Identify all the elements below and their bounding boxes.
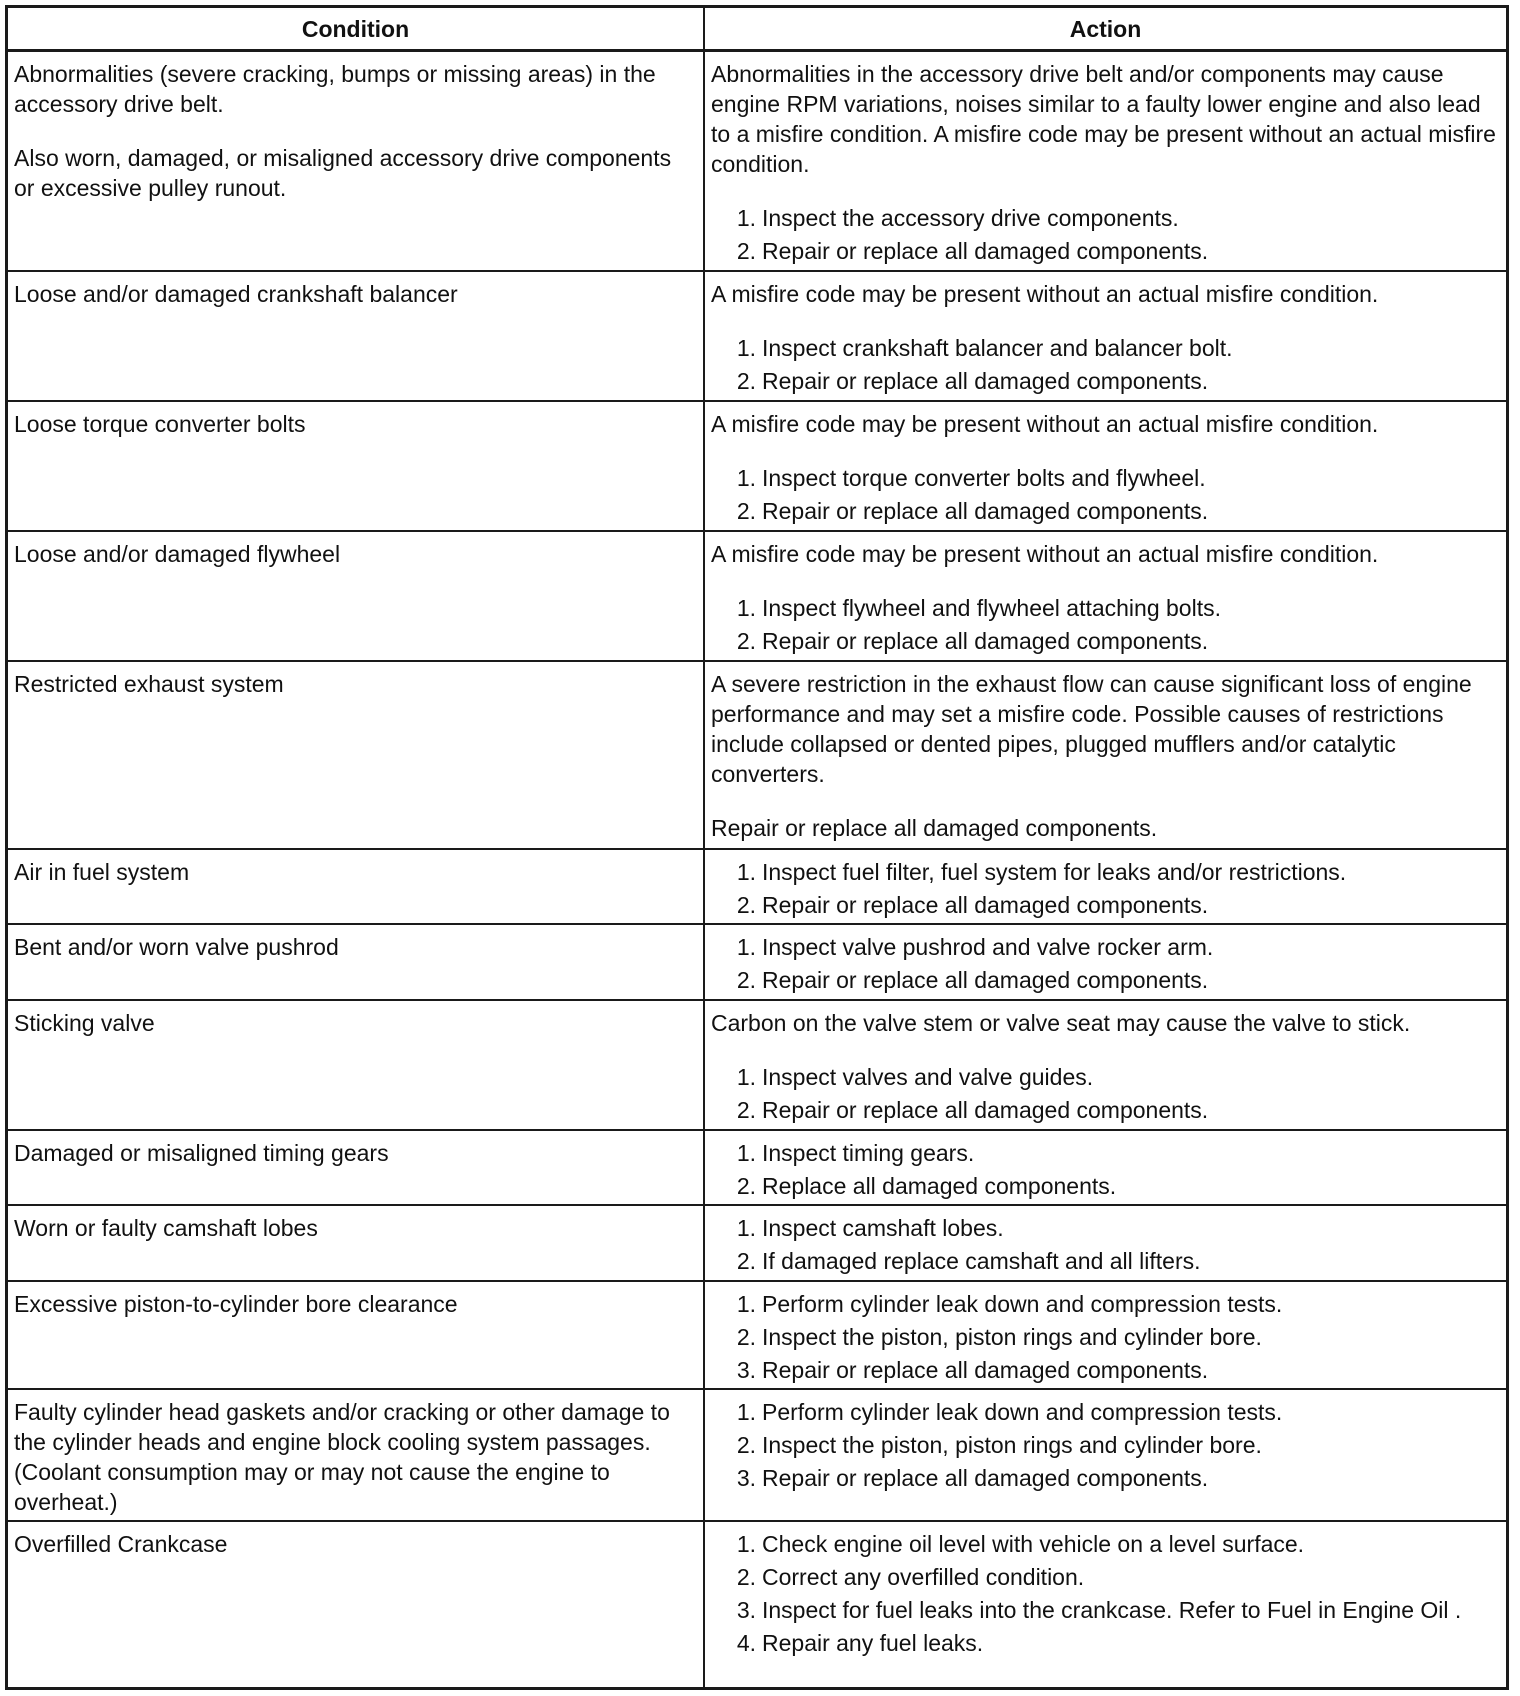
action-steps-list xyxy=(711,1397,1500,1493)
action-step xyxy=(711,857,1500,887)
step-number: 3. xyxy=(736,1357,756,1383)
action-step xyxy=(711,1595,1500,1625)
step-text: Repair any fuel leaks. xyxy=(762,1630,984,1656)
step-text: Repair or replace all damaged components. xyxy=(762,368,1209,394)
action-step xyxy=(711,333,1500,363)
step-text: Repair or replace all damaged components. xyxy=(762,238,1209,264)
action-step xyxy=(711,1062,1500,1092)
condition-cell xyxy=(8,402,705,532)
action-steps-list xyxy=(711,1213,1500,1276)
action-cell xyxy=(705,1282,1506,1390)
step-number: 2. xyxy=(736,1324,756,1350)
action-step xyxy=(711,1529,1500,1559)
condition-cell xyxy=(8,1390,705,1522)
condition-cell xyxy=(8,925,705,1001)
step-text: If damaged replace camshaft and all lifters. xyxy=(762,1248,1201,1274)
action-step xyxy=(711,1322,1500,1352)
step-number: 2. xyxy=(736,628,756,654)
step-text: Inspect valve pushrod and valve rocker arm. xyxy=(762,934,1214,960)
action-cell xyxy=(705,1522,1506,1687)
action-steps-list xyxy=(711,1529,1500,1658)
action-steps-list xyxy=(711,463,1500,526)
condition-text: Bent and/or worn valve pushrod xyxy=(14,934,339,960)
step-text: Inspect timing gears. xyxy=(762,1140,975,1166)
action-cell xyxy=(705,662,1506,850)
step-number: 1. xyxy=(736,1399,756,1425)
step-number: 3. xyxy=(736,1465,756,1491)
condition-cell xyxy=(8,1206,705,1282)
condition-text: Damaged or misaligned timing gears xyxy=(14,1140,389,1166)
action-cell xyxy=(705,402,1506,532)
action-text: A misfire code may be present without an actual misfire condition. xyxy=(711,281,1379,307)
step-number: 1. xyxy=(736,1140,756,1166)
step-number: 1. xyxy=(736,205,756,231)
action-cell xyxy=(705,272,1506,402)
step-number: 2. xyxy=(736,1248,756,1274)
action-step xyxy=(711,1213,1500,1243)
action-step xyxy=(711,932,1500,962)
step-text: Inspect fuel filter, fuel system for leaks and/or restrictions. xyxy=(762,859,1347,885)
action-cell xyxy=(705,1131,1506,1206)
step-number: 1. xyxy=(736,335,756,361)
action-cell xyxy=(705,532,1506,662)
condition-text: Sticking valve xyxy=(14,1010,155,1036)
step-number: 2. xyxy=(736,368,756,394)
action-steps-list xyxy=(711,593,1500,656)
action-steps-list xyxy=(711,1138,1500,1201)
action-cell xyxy=(705,1206,1506,1282)
action-steps-list xyxy=(711,203,1500,266)
condition-cell xyxy=(8,850,705,925)
step-number: 2. xyxy=(736,238,756,264)
condition-text: Abnormalities (severe cracking, bumps or missing areas) in the accessory drive belt. xyxy=(14,61,656,117)
action-steps-list xyxy=(711,333,1500,396)
action-step xyxy=(711,890,1500,920)
step-text: Repair or replace all damaged components. xyxy=(762,967,1209,993)
action-cell xyxy=(705,1001,1506,1131)
action-text: Carbon on the valve stem or valve seat may cause the valve to stick. xyxy=(711,1010,1411,1036)
step-number: 1. xyxy=(736,465,756,491)
step-number: 2. xyxy=(736,892,756,918)
condition-cell xyxy=(8,662,705,850)
action-text: Abnormalities in the accessory drive belt and/or components may cause engine RPM variations, noises similar to a faulty lower engine and also lead to a misfire condition. A misfire code may be present without an actual misfire condition. xyxy=(711,61,1496,177)
condition-text: Restricted exhaust system xyxy=(14,671,284,697)
action-steps-list xyxy=(711,1062,1500,1125)
condition-text: Overfilled Crankcase xyxy=(14,1531,228,1557)
action-step xyxy=(711,236,1500,266)
step-number: 2. xyxy=(736,1173,756,1199)
action-step xyxy=(711,1289,1500,1319)
condition-cell xyxy=(8,1282,705,1390)
action-cell xyxy=(705,925,1506,1001)
condition-text: Loose torque converter bolts xyxy=(14,411,306,437)
action-step xyxy=(711,463,1500,493)
step-number: 1. xyxy=(736,1291,756,1317)
step-text: Repair or replace all damaged components. xyxy=(762,1465,1209,1491)
step-text: Inspect the piston, piston rings and cylinder bore. xyxy=(762,1324,1262,1350)
step-text: Inspect torque converter bolts and flywheel. xyxy=(762,465,1206,491)
action-text: Repair or replace all damaged components. xyxy=(711,815,1158,841)
action-step xyxy=(711,965,1500,995)
action-step xyxy=(711,1355,1500,1385)
step-number: 1. xyxy=(736,859,756,885)
step-number: 2. xyxy=(736,498,756,524)
step-text: Inspect crankshaft balancer and balancer bolt. xyxy=(762,335,1233,361)
action-step xyxy=(711,1562,1500,1592)
diagnostic-table xyxy=(5,5,1509,1690)
condition-cell xyxy=(8,1131,705,1206)
step-text: Repair or replace all damaged components. xyxy=(762,628,1209,654)
step-text: Repair or replace all damaged components. xyxy=(762,892,1209,918)
condition-text: Faulty cylinder head gaskets and/or cracking or other damage to the cylinder heads and engine block cooling system passages. (Coolant consumption may or may not cause the engine to overheat.) xyxy=(14,1399,670,1515)
action-step xyxy=(711,626,1500,656)
condition-text: Worn or faulty camshaft lobes xyxy=(14,1215,318,1241)
action-cell xyxy=(705,850,1506,925)
action-cell xyxy=(705,52,1506,272)
step-text: Replace all damaged components. xyxy=(762,1173,1117,1199)
step-number: 2. xyxy=(736,967,756,993)
step-number: 1. xyxy=(736,1215,756,1241)
step-number: 1. xyxy=(736,595,756,621)
step-text: Repair or replace all damaged components. xyxy=(762,1357,1209,1383)
step-text: Perform cylinder leak down and compression tests. xyxy=(762,1399,1283,1425)
step-text: Inspect the accessory drive components. xyxy=(762,205,1179,231)
action-cell xyxy=(705,1390,1506,1522)
step-number: 2. xyxy=(736,1564,756,1590)
action-step xyxy=(711,1463,1500,1493)
action-step xyxy=(711,1246,1500,1276)
step-number: 4. xyxy=(736,1630,756,1656)
action-step xyxy=(711,1171,1500,1201)
condition-text: Loose and/or damaged crankshaft balancer xyxy=(14,281,458,307)
action-step xyxy=(711,1095,1500,1125)
action-steps-list xyxy=(711,932,1500,995)
step-text: Inspect the piston, piston rings and cylinder bore. xyxy=(762,1432,1262,1458)
condition-cell xyxy=(8,1522,705,1687)
step-number: 1. xyxy=(736,1064,756,1090)
step-text: Inspect flywheel and flywheel attaching bolts. xyxy=(762,595,1221,621)
step-text: Correct any overfilled condition. xyxy=(762,1564,1085,1590)
action-step xyxy=(711,1628,1500,1658)
condition-cell xyxy=(8,52,705,272)
step-text: Check engine oil level with vehicle on a level surface. xyxy=(762,1531,1305,1557)
action-step xyxy=(711,366,1500,396)
action-steps-list xyxy=(711,1289,1500,1385)
condition-text: Also worn, damaged, or misaligned accessory drive components or excessive pulley runout. xyxy=(14,145,672,201)
step-number: 3. xyxy=(736,1597,756,1623)
action-step xyxy=(711,203,1500,233)
step-text: Repair or replace all damaged components. xyxy=(762,498,1209,524)
column-header-action: Action xyxy=(705,8,1506,52)
step-number: 2. xyxy=(736,1097,756,1123)
step-number: 1. xyxy=(736,934,756,960)
action-steps-list xyxy=(711,857,1500,920)
step-number: 2. xyxy=(736,1432,756,1458)
action-step xyxy=(711,1397,1500,1427)
action-text: A misfire code may be present without an actual misfire condition. xyxy=(711,541,1379,567)
action-step xyxy=(711,593,1500,623)
condition-text: Air in fuel system xyxy=(14,859,190,885)
condition-cell xyxy=(8,1001,705,1131)
step-text: Inspect valves and valve guides. xyxy=(762,1064,1094,1090)
step-text: Repair or replace all damaged components. xyxy=(762,1097,1209,1123)
action-step xyxy=(711,1138,1500,1168)
action-step xyxy=(711,1430,1500,1460)
condition-text: Loose and/or damaged flywheel xyxy=(14,541,341,567)
action-text: A severe restriction in the exhaust flow can cause significant loss of engine performance and may set a misfire code. Possible causes of restrictions include collapsed or dented pipes, plugged mufflers and/or catalytic converters. xyxy=(711,671,1472,787)
step-text: Inspect for fuel leaks into the crankcase. Refer to Fuel in Engine Oil . xyxy=(762,1597,1462,1623)
step-text: Inspect camshaft lobes. xyxy=(762,1215,1004,1241)
step-text: Perform cylinder leak down and compression tests. xyxy=(762,1291,1283,1317)
condition-text: Excessive piston-to-cylinder bore clearance xyxy=(14,1291,458,1317)
step-number: 1. xyxy=(736,1531,756,1557)
column-header-condition: Condition xyxy=(8,8,705,52)
action-step xyxy=(711,496,1500,526)
condition-cell xyxy=(8,532,705,662)
action-text: A misfire code may be present without an actual misfire condition. xyxy=(711,411,1379,437)
condition-cell xyxy=(8,272,705,402)
